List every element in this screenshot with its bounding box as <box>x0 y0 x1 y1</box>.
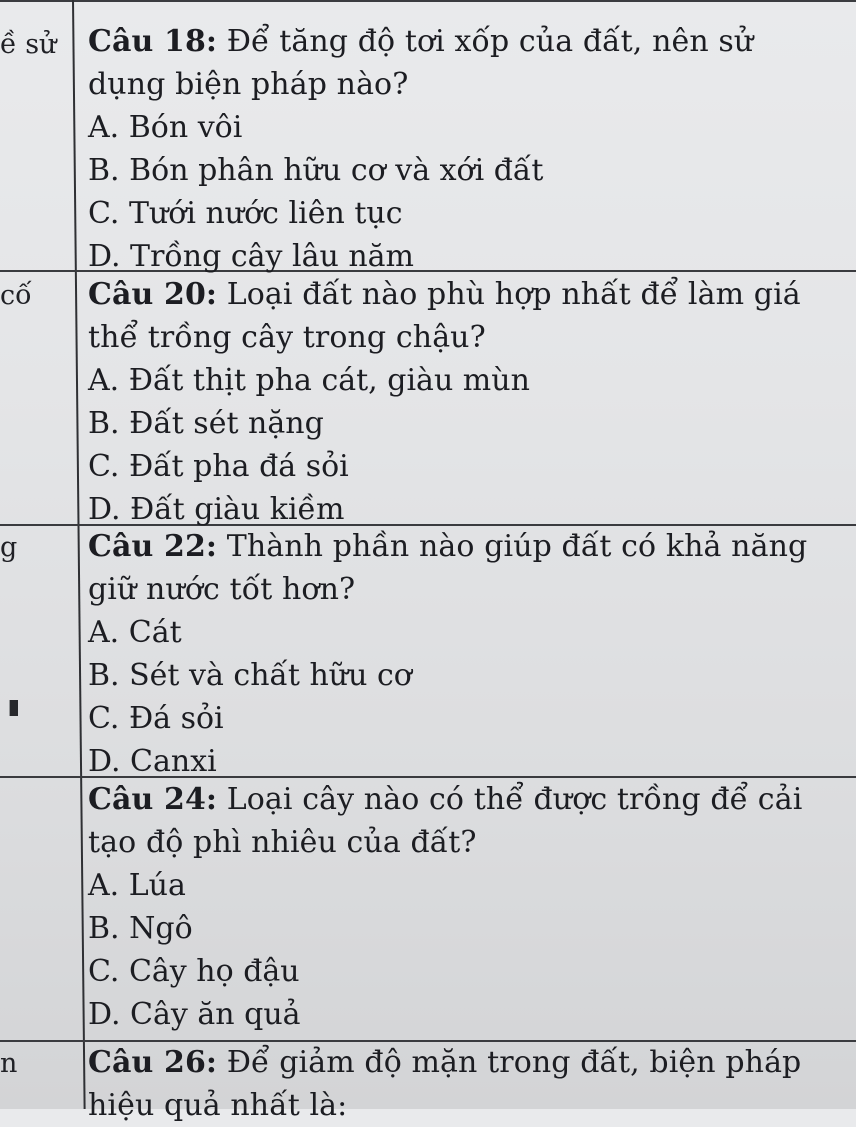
question-body: Loại đất nào phù hợp nhất để làm giá thể trồng cây trong chậu? <box>88 277 801 355</box>
left-column-mark <box>4 700 18 716</box>
column-divider <box>72 0 86 1109</box>
top-rule <box>0 0 856 2</box>
question-body: Để giảm độ mặn trong đất, biện pháp hiệu quả nhất là: <box>88 1045 802 1123</box>
answer-option: D. Trồng cây lâu năm <box>88 239 414 274</box>
question-label: Câu 18: <box>88 24 218 59</box>
answer-option: B. Bón phân hữu cơ và xới đất <box>88 153 544 188</box>
question-20 <box>88 273 840 531</box>
question-text <box>88 20 840 106</box>
answer-option: C. Cây họ đậu <box>88 954 300 989</box>
question-text <box>88 778 840 864</box>
answer-option: C. Tưới nước liên tục <box>88 196 403 231</box>
question-body: Thành phần nào giúp đất có khả năng giữ nước tốt hơn? <box>88 529 808 607</box>
left-column-fragment: g <box>0 532 18 563</box>
question-18 <box>88 20 840 278</box>
answer-option: B. Sét và chất hữu cơ <box>88 658 412 693</box>
question-text <box>88 1041 840 1127</box>
answer-option: D. Cây ăn quả <box>88 997 301 1032</box>
question-24 <box>88 778 840 1036</box>
question-22 <box>88 525 840 783</box>
answer-option: C. Đất pha đá sỏi <box>88 449 349 484</box>
question-label: Câu 22: <box>88 529 218 564</box>
left-column-fragment: ề sử <box>0 29 57 60</box>
answer-option: D. Đất giàu kiềm <box>88 492 345 527</box>
question-26 <box>88 1041 840 1127</box>
answer-option: A. Đất thịt pha cát, giàu mùn <box>88 363 530 398</box>
answer-option: B. Đất sét nặng <box>88 406 324 441</box>
left-column-fragment: cố <box>0 280 32 311</box>
answer-option: A. Lúa <box>88 868 186 903</box>
question-label: Câu 20: <box>88 277 218 312</box>
answer-option: A. Bón vôi <box>88 110 243 145</box>
answer-option: C. Đá sỏi <box>88 701 224 736</box>
question-body: Để tăng độ tơi xốp của đất, nên sử dụng biện pháp nào? <box>88 24 754 102</box>
answer-option: B. Ngô <box>88 911 193 946</box>
question-label: Câu 26: <box>88 1045 218 1080</box>
question-body: Loại cây nào có thể được trồng để cải tạo độ phì nhiêu của đất? <box>88 782 803 860</box>
answer-option: D. Canxi <box>88 744 217 779</box>
question-label: Câu 24: <box>88 782 218 817</box>
question-text <box>88 525 840 611</box>
question-text <box>88 273 840 359</box>
answer-option: A. Cát <box>88 615 182 650</box>
left-column-fragment: n <box>0 1048 18 1079</box>
